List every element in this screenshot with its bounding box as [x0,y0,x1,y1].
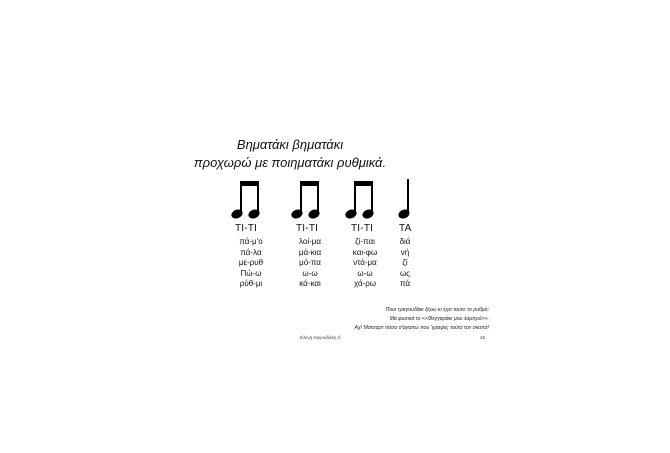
footer-author: Ελένη Λαγουδάκη © [300,335,342,340]
beamed-eighth-notes-icon [345,178,381,222]
beamed-eighth-notes-icon [231,178,267,222]
syllable: πά-μ'ο [239,237,263,246]
syllable: μό-πα [299,258,321,267]
rhythm-label: TI-TI [351,223,374,234]
syllable: νή [400,247,410,257]
syllable: διά [399,237,411,246]
rhythm-label: TA [399,223,412,234]
syllable: ζί-παι [355,237,375,246]
syllable: λοί-μα [298,237,321,246]
page-title-line-1: Βηματάκι βηματάκι [236,137,344,152]
syllable: πά [399,279,411,288]
syllable: με-ρυθ [238,258,264,267]
page-number: 25 [480,335,486,340]
syllable: ω-ω [357,268,373,278]
syllable: ως [399,268,411,278]
syllable: ζί [402,258,408,267]
page-title-line-2: προχωρώ με ποιηματάκι ρυθμικά. [193,155,387,170]
syllable: πά-λα [240,247,262,257]
quote-line-1: Ποιο τραγουδάκι ξέρω κι έχει τούτο το ρυθμό; [385,307,489,313]
beamed-eighth-notes-icon [291,178,327,222]
syllable: μά-κια [298,247,322,257]
rhythm-label: TI-TI [235,223,258,234]
quote-line-3: Αχ! Μότσαρτ πόσο σ'αγαπώ που 'γραψες τούτο τον σκοπό! [354,325,489,331]
syllable: κά-και [299,279,321,288]
rhythm-label: TI-TI [296,223,319,234]
syllable: χά-ρω [353,279,377,288]
syllable: ντά-μα [353,258,377,267]
quarter-note-icon [396,178,416,222]
rhythm-column-2 [280,222,340,290]
syllable: και-φω [352,247,378,257]
music-notation-row [0,178,670,222]
syllable: ρύθ-μι [239,279,263,288]
quote-line-2: Μα φυσικά το <<Φεγγαράκι μου λαμπρό>>. [389,316,489,322]
rhythm-column-4 [375,222,435,290]
syllable: ω-ω [302,268,318,278]
syllable: Πώ-ω [240,268,262,278]
rhythm-column-1 [221,222,281,290]
